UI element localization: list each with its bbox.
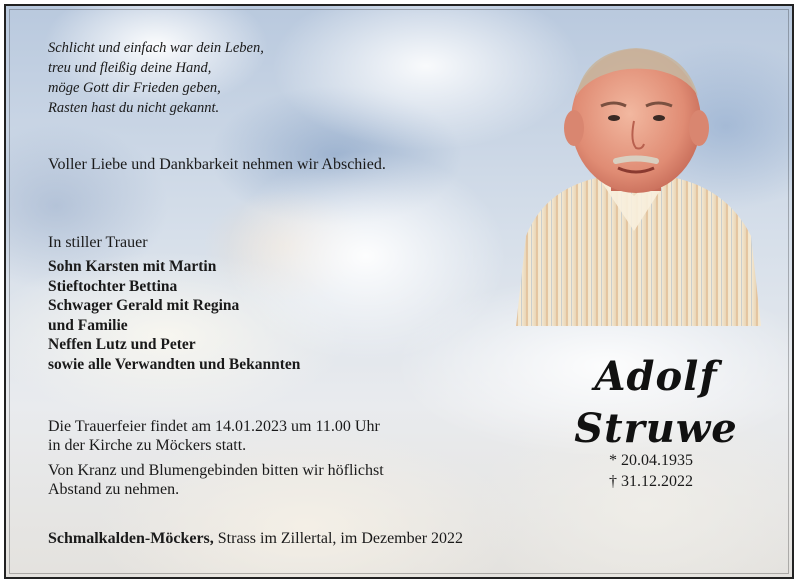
poem-line: treu und fleißig deine Hand, [48, 60, 212, 76]
obituary-card [4, 4, 794, 579]
poem [48, 38, 264, 118]
place-name: Schmalkalden-Möckers, [48, 530, 214, 547]
mourner-line: Stieftochter Bettina [48, 277, 178, 295]
mourners-list [48, 257, 300, 374]
farewell-text: Voller Liebe und Dankbarkeit nehmen wir Abschied. [48, 156, 386, 173]
mourning-label: In stiller Trauer [48, 234, 148, 251]
deceased-name [566, 351, 746, 455]
birth-date: * 20.04.1935 [609, 452, 693, 469]
life-dates [576, 450, 726, 492]
wreath-note [48, 461, 384, 499]
mourner-line: Sohn Karsten mit Martin [48, 258, 217, 275]
ceremony-line: Die Trauerfeier findet am 14.01.2023 um 11.00 Uhr [48, 418, 380, 435]
ceremony-line: in der Kirche zu Möckers statt. [48, 437, 247, 454]
first-name: Adolf [594, 353, 718, 400]
mourner-line: und Familie [48, 316, 128, 334]
wreath-line: Abstand zu nehmen. [48, 481, 180, 498]
portrait-figure [516, 48, 761, 326]
death-date: † 31.12.2022 [609, 473, 693, 490]
place-rest: Strass im Zillertal, im Dezember 2022 [213, 530, 464, 547]
last-name: Struwe [574, 405, 738, 452]
mourner-line: Schwager Gerald mit Regina [48, 297, 240, 314]
portrait-photo [506, 36, 766, 326]
place-and-date [48, 530, 463, 548]
ceremony-info [48, 417, 380, 455]
mourner-line: sowie alle Verwandten und Bekannten [48, 355, 301, 373]
poem-line: Schlicht und einfach war dein Leben, [48, 40, 264, 56]
wreath-line: Von Kranz und Blumengebinden bitten wir höflichst [48, 462, 384, 479]
poem-line: Rasten hast du nicht gekannt. [48, 100, 220, 116]
mourner-line: Neffen Lutz und Peter [48, 336, 196, 353]
poem-line: möge Gott dir Frieden geben, [48, 80, 221, 96]
